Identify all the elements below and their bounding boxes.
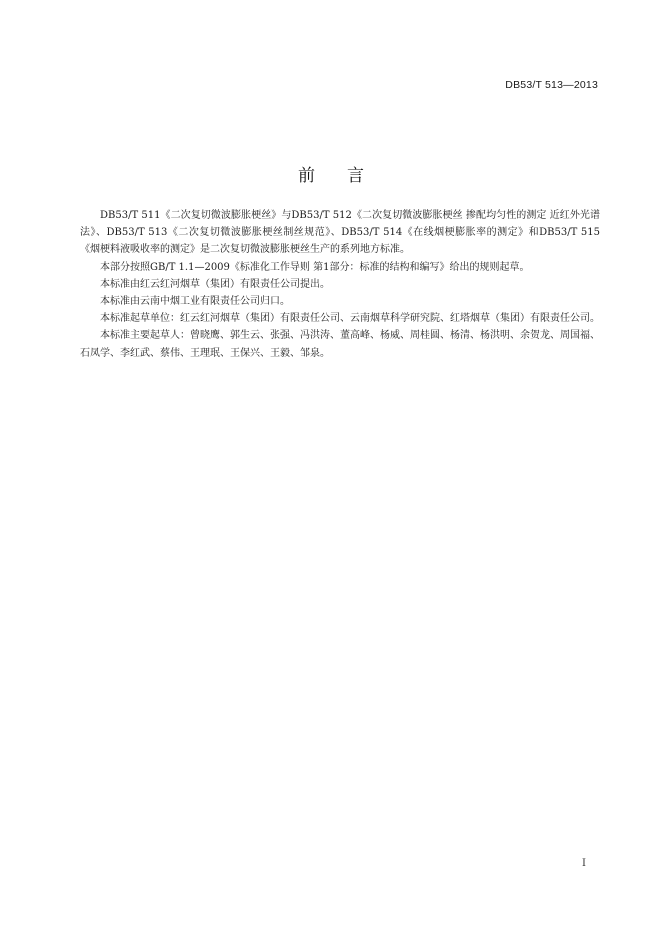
paragraph-proposer: 本标准由红云红河烟草（集团）有限责任公司提出。	[100, 278, 330, 290]
paragraph-series-standards: DB53/T 511《二次复切微波膨胀梗丝》与DB53/T 512《二次复切微波膨胀梗丝 掺配均匀性的测定 近红外光谱法》、DB53/T 513《二次复切微波膨胀梗丝制丝规范》、DB53/T 514《在线烟梗膨胀率的测定》和DB53/T 515《烟梗料液吸收率的测定》是二次复切微波膨胀梗丝生产的系列地方标准。	[80, 210, 600, 256]
document-code: DB53/T 513—2013	[505, 79, 598, 91]
paragraph-drafting-units: 本标准起草单位：红云红河烟草（集团）有限责任公司、云南烟草科学研究院、红塔烟草（集团）有限责任公司。	[100, 313, 600, 325]
foreword-body	[80, 207, 600, 362]
paragraph-administrator: 本标准由云南中烟工业有限责任公司归口。	[100, 296, 290, 308]
paragraph-drafters: 本标准主要起草人：曾晓鹰、郭生云、张强、冯洪涛、董高峰、杨威、周桂圆、杨清、杨洪明、余贺龙、周国福、石凤学、李红武、蔡伟、王理珉、王保兴、王毅、邹泉。	[80, 330, 600, 359]
page-title: 前言	[298, 166, 396, 187]
page-number: I	[582, 858, 586, 869]
paragraph-drafting-rules: 本部分按照GB/T 1.1—2009《标准化工作导则 第1部分：标准的结构和编写》给出的规则起草。	[100, 261, 530, 273]
